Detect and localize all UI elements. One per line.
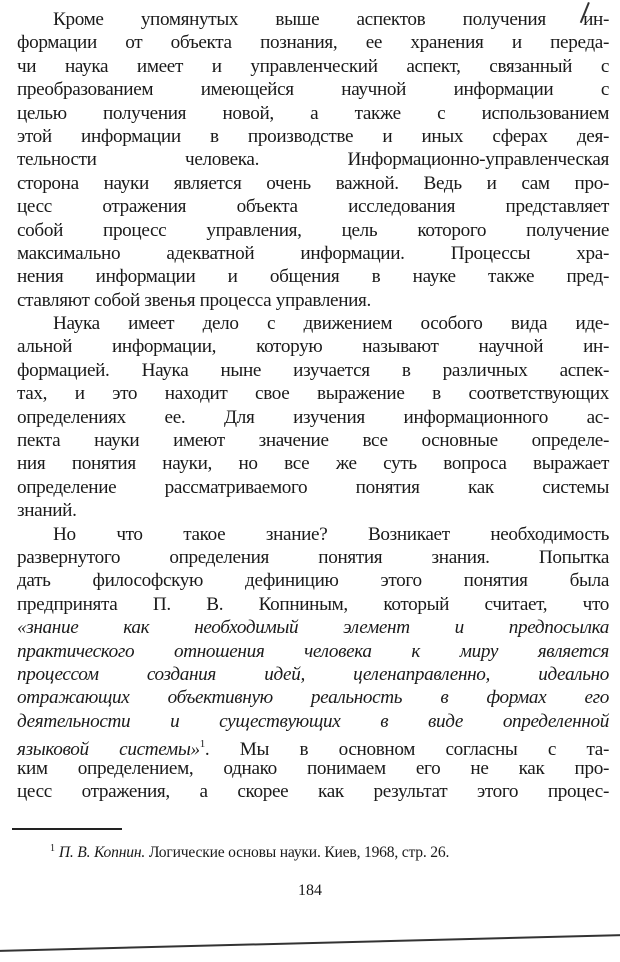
scan-edge-line: [0, 934, 620, 951]
text-line: дать философскую дефиницию этого понятия была: [17, 570, 609, 592]
quote-line: практического отношения человека к миру является: [17, 640, 609, 662]
text-line: этой информации в производстве и иных сферах дея-: [17, 125, 609, 147]
page-body: [17, 8, 609, 803]
quote-line: отражающих объективную реальность в формах его: [17, 687, 609, 709]
text-line: определениях ее. Для изучения информационного ас-: [17, 406, 609, 428]
text-line: ния понятия науки, но все же суть вопроса выражает: [17, 453, 609, 475]
text-line: знаний.: [17, 500, 77, 522]
quote-line: «знание как необходимый элемент и предпосылка: [17, 617, 609, 639]
quote-line: процессом создания идей, целенаправленно, идеально: [17, 663, 609, 685]
text-line: максимально адекватной информации. Процессы хра-: [17, 242, 609, 264]
text-line: альной информации, которую называют научной ин-: [17, 336, 609, 358]
text-line: формацией. Наука ныне изучается в различных аспек-: [17, 359, 609, 381]
footnote-marker: 1: [50, 843, 55, 854]
footnote-divider: [12, 828, 122, 830]
quote-end: языковой системы»: [17, 739, 200, 761]
text-line: ким определением, однако понимаем его не как про-: [17, 757, 609, 779]
footnote-author: П. В. Копнин.: [58, 844, 146, 861]
footnote-ref[interactable]: 1: [199, 738, 205, 751]
text-line: формации от объекта познания, ее хранения и переда-: [17, 32, 609, 54]
text-line: чи наука имеет и управленческий аспект, связанный с: [17, 55, 609, 77]
footnote-text: Логические основы науки. Киев, 1968, стр. 26.: [145, 844, 450, 861]
text-line: нения информации и общения в науке также пред-: [17, 266, 609, 288]
footnote: [50, 843, 610, 862]
text-line: определение рассматриваемого понятия как системы: [17, 476, 609, 498]
quote-line: деятельности и существующих в виде определенной: [17, 710, 609, 732]
text-line: Кроме упомянутых выше аспектов получения ин-: [53, 9, 609, 30]
text-line: тах, и это находит свое выражение в соответствующих: [17, 383, 609, 405]
text-line: собой процесс управления, цель которого получение: [17, 219, 609, 241]
text-line: сторона науки является очень важной. Ведь и сам про-: [17, 172, 609, 194]
paragraph-3: [17, 523, 609, 804]
text-line: развернутого определения понятия знания. Попытка: [17, 546, 609, 568]
text-line: целью получения новой, а также с использованием: [17, 102, 609, 124]
text-line: предпринята П. В. Копниным, который считает, что: [17, 593, 609, 615]
text-span: . Мы в основном согласны с та-: [204, 739, 609, 761]
paragraph-2: [17, 312, 609, 523]
text-line: цесс отражения объекта исследования представляет: [17, 196, 609, 218]
paragraph-1: [17, 8, 609, 312]
text-line: тельности человека. Информационно-управленческая: [17, 149, 609, 171]
text-line: цесс отражения, а скорее как результат этого процес-: [17, 780, 609, 802]
text-line: Но что такое знание? Возникает необходимость: [53, 523, 609, 545]
text-line: пекта науки имеют значение все основные определе-: [17, 430, 609, 452]
text-line: Наука имеет дело с движением особого вида иде-: [53, 313, 609, 335]
text-line: преобразованием имеющейся научной информации с: [17, 79, 609, 101]
mixed-line: [17, 733, 609, 761]
page-number: 184: [298, 882, 322, 899]
text-line: ставляют собой звенья процесса управления.: [17, 289, 371, 311]
